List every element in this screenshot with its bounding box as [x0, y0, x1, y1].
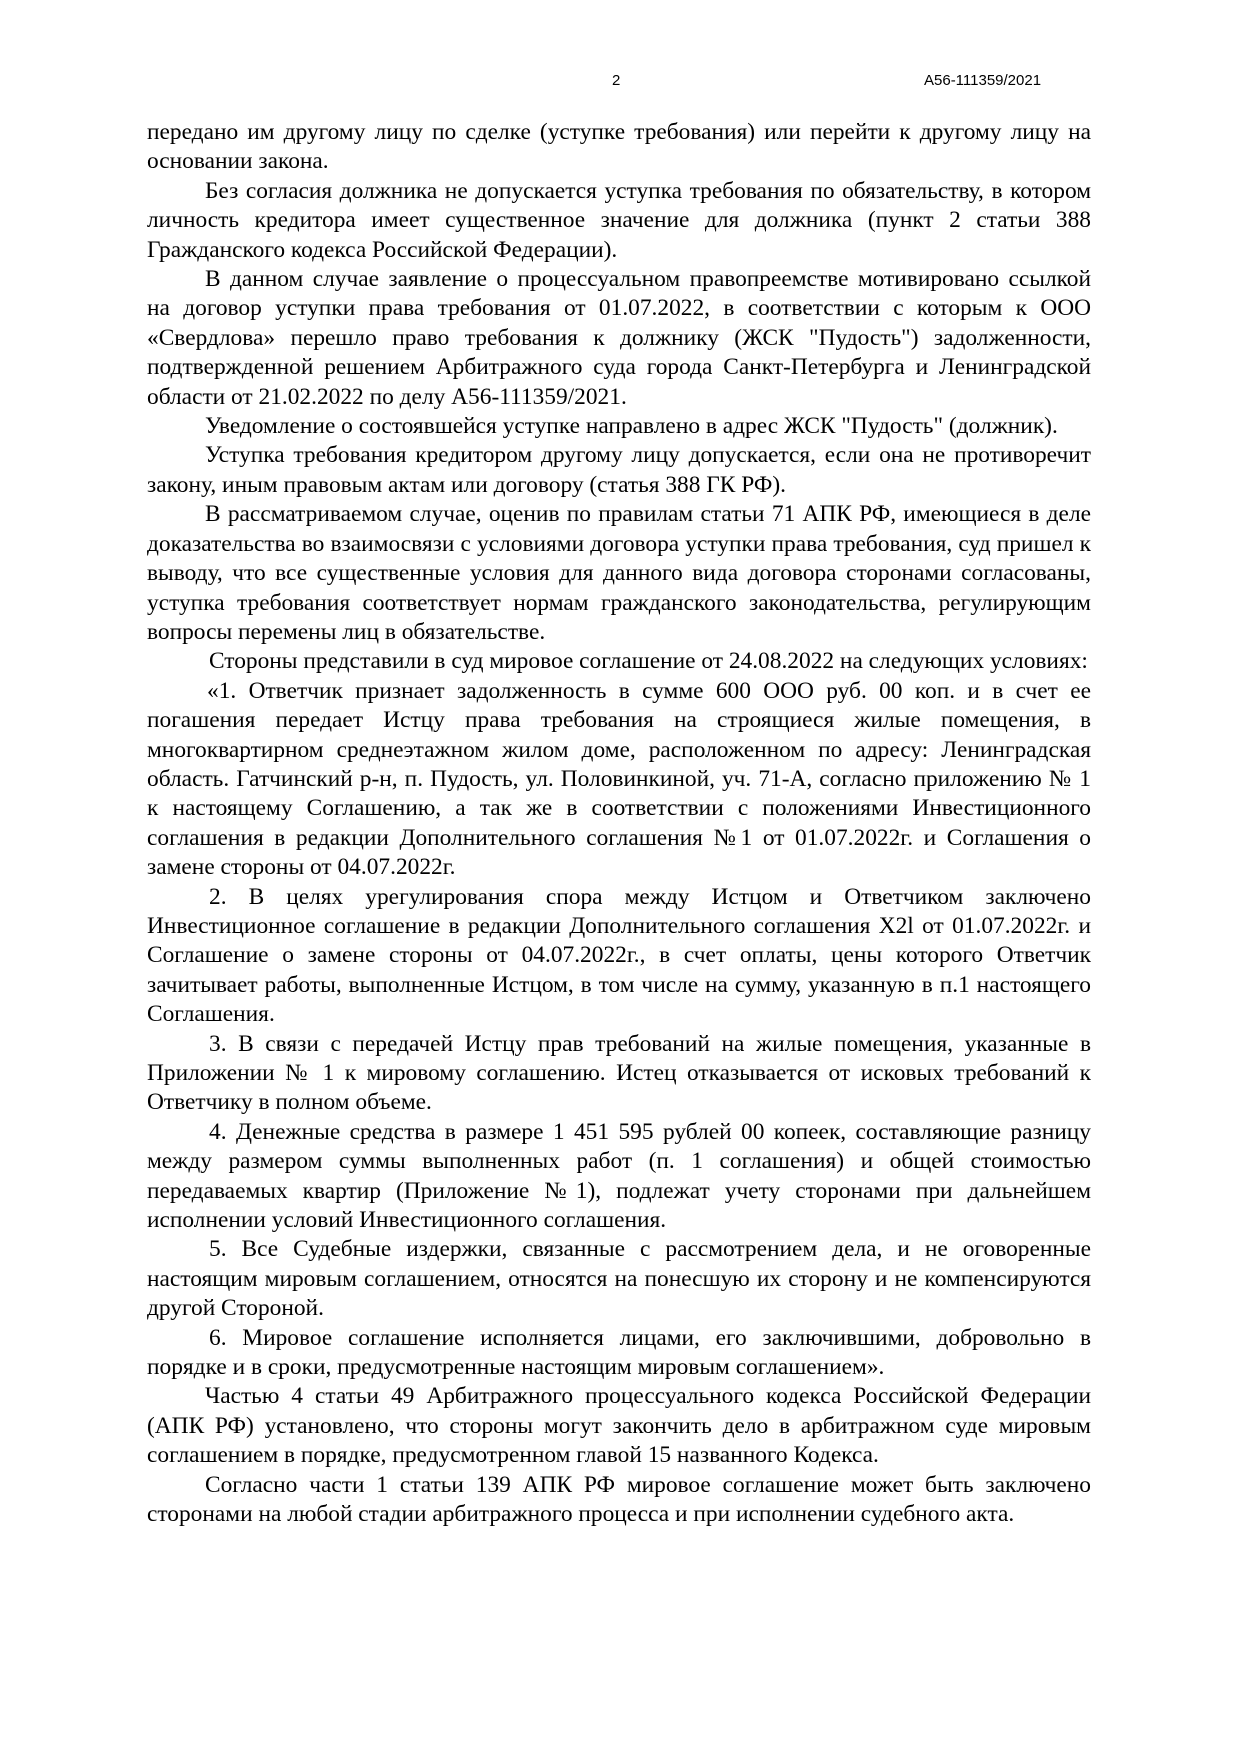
- agreement-clause-3: 3. В связи с передачей Истцу прав требований на жилые помещения, указанные в Приложении № 1 к мировому соглашению. Истец отказывается от исковых требований к Ответчику в полном объеме.: [147, 1030, 1091, 1116]
- paragraph: Частью 4 статьи 49 Арбитражного процессуального кодекса Российской Федерации (АПК РФ) установлено, что стороны могут закончить дело в арбитражном суде мировым соглашением в порядке, предусмотренном главой 15 названного Кодекса.: [147, 1383, 1091, 1469]
- paragraph: Без согласия должника не допускается уступка требования по обязательству, в котором личность кредитора имеет существенное значение для должника (пункт 2 статьи 388 Гражданского кодекса Российской Федерации).: [147, 177, 1091, 263]
- agreement-clause-6: 6. Мировое соглашение исполняется лицами, его заключившими, добровольно в порядке и в сроки, предусмотренные настоящим мировым соглашением».: [147, 1324, 1091, 1381]
- paragraph: Уступка требования кредитором другому лицу допускается, если она не противоречит закону, иным правовым актам или договору (статья 388 ГК РФ).: [147, 442, 1091, 498]
- case-number: А56-111359/2021: [924, 72, 1042, 89]
- agreement-clause-5: 5. Все Судебные издержки, связанные с рассмотрением дела, и не оговоренные настоящим мировым соглашением, относятся на понесшую их сторону и не компенсируются другой Стороной.: [147, 1236, 1091, 1322]
- paragraph: В рассматриваемом случае, оценив по правилам статьи 71 АПК РФ, имеющиеся в деле доказательства во взаимосвязи с условиями договора уступки права требования, суд пришел к выводу, что все существенные условия для данного вида договора сторонами согласованы, уступка требования соответствует нормам гражданского законодательства, регулирующим вопросы перемены лиц в обязательстве.: [147, 501, 1091, 645]
- document-body: [147, 118, 1091, 1530]
- paragraph: Стороны представили в суд мировое соглашение от 24.08.2022 на следующих условиях:: [209, 648, 1088, 675]
- page-number: 2: [612, 72, 621, 89]
- paragraph: Согласно части 1 статьи 139 АПК РФ мировое соглашение может быть заключено сторонами на любой стадии арбитражного процесса и при исполнении судебного акта.: [147, 1471, 1091, 1528]
- paragraph-continuation: передано им другому лицу по сделке (уступке требования) или перейти к другому лицу на основании закона.: [147, 119, 1091, 175]
- paragraph: В данном случае заявление о процессуальном правопреемстве мотивировано ссылкой на договор уступки права требования от 01.07.2022, в соответствии с которым к ООО «Свердлова» перешло право требования к должнику (ЖСК "Пудость") задолженности, подтвержденной решением Арбитражного суда города Санкт-Петербурга и Ленинградской области от 21.02.2022 по делу А56-111359/2021.: [147, 266, 1091, 410]
- page-header: [0, 72, 1241, 96]
- agreement-clause-4: 4. Денежные средства в размере 1 451 595 рублей 00 копеек, составляющие разницу между размером суммы выполненных работ (п. 1 соглашения) и общей стоимостью передаваемых квартир (Приложение №1), подлежат учету сторонами при дальнейшем исполнении условий Инвестиционного соглашения.: [147, 1118, 1091, 1234]
- agreement-clause-1: «1. Ответчик признает задолженность в сумме 600 ООО руб. 00 коп. и в счет ее погашения передает Истцу права требования на строящиеся жилые помещения, в многоквартирном среднеэтажном жилом доме, расположенном по адресу: Ленинградская область. Гатчинский р-н, п. Пудость, ул. Половинкиной, уч. 71-А, согласно приложению № 1 к настоящему Соглашению, а так же в соответствии с положениями Инвестиционного соглашения в редакции Дополнительного соглашения №1 от 01.07.2022г. и Соглашения о замене стороны от 04.07.2022г.: [147, 677, 1091, 881]
- agreement-clause-2: 2. В целях урегулирования спора между Истцом и Ответчиком заключено Инвестиционное соглашение в редакции Дополнительного соглашения X2l от 01.07.2022г. и Соглашение о замене стороны от 04.07.2022г., в счет оплаты, цены которого Ответчик зачитывает работы, выполненные Истцом, в том числе на сумму, указанную в п.1 настоящего Соглашения.: [147, 883, 1091, 1028]
- paragraph: Уведомление о состоявшейся уступке направлено в адрес ЖСК "Пудость" (должник).: [205, 413, 1058, 440]
